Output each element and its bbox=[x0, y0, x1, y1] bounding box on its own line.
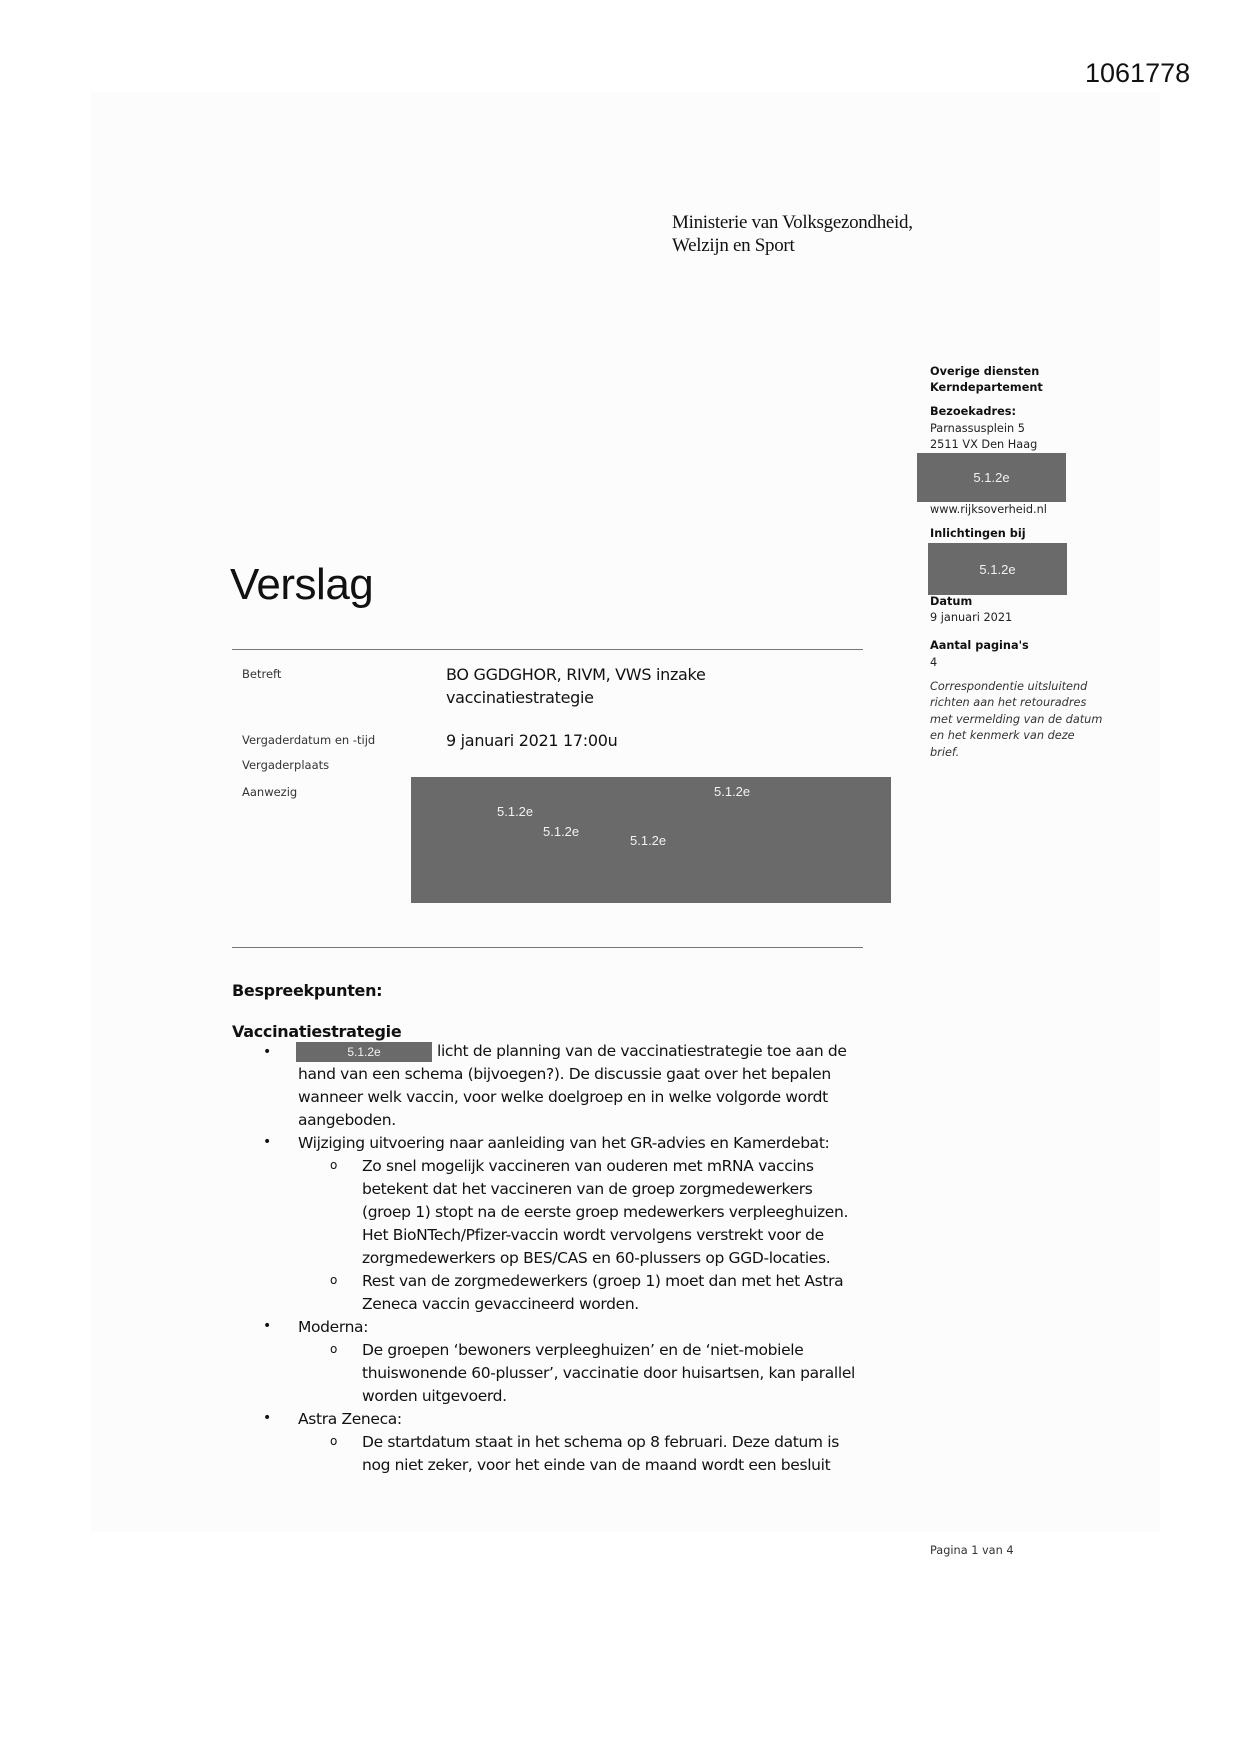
list-item-text: hand van een schema (bijvoegen?). De discussie gaat over het bepalen bbox=[298, 1065, 831, 1083]
section-heading: Bespreekpunten: bbox=[232, 981, 383, 1000]
divider bbox=[232, 947, 863, 948]
sub-bullet-icon: o bbox=[330, 1434, 338, 1448]
sub-bullet-icon: o bbox=[330, 1158, 338, 1172]
sub-item-text: (groep 1) stopt na de eerste groep medewerkers verpleeghuizen. bbox=[362, 1203, 849, 1221]
correspondence-notice: Correspondentie uitsluitend bbox=[930, 680, 1088, 693]
city-address: 2511 VX Den Haag bbox=[930, 438, 1038, 451]
sub-item-text: De startdatum staat in het schema op 8 februari. Deze datum is bbox=[362, 1433, 839, 1451]
info-label: Inlichtingen bij bbox=[930, 527, 1026, 540]
correspondence-notice: met vermelding van de datum bbox=[930, 713, 1103, 726]
sub-item-text: De groepen ‘bewoners verpleeghuizen’ en de ‘niet-mobiele bbox=[362, 1341, 804, 1359]
subheading: Vaccinatiestrategie bbox=[232, 1022, 402, 1041]
sub-bullet-icon: o bbox=[330, 1273, 338, 1287]
page-count-label: Aantal pagina's bbox=[930, 639, 1029, 652]
redaction-label: 5.1.2e bbox=[630, 833, 667, 848]
correspondence-notice: richten aan het retouradres bbox=[930, 696, 1087, 709]
redaction-label: 5.1.2e bbox=[714, 784, 751, 799]
page-count-value: 4 bbox=[930, 656, 938, 669]
bullet-icon: • bbox=[263, 1134, 272, 1150]
location-label: Vergaderplaats bbox=[242, 758, 330, 772]
list-item-text: Moderna: bbox=[298, 1318, 369, 1336]
department-line2: Kerndepartement bbox=[930, 381, 1043, 394]
sub-item-text: Rest van de zorgmedewerkers (groep 1) moet dan met het Astra bbox=[362, 1272, 844, 1290]
bullet-icon: • bbox=[263, 1044, 272, 1060]
sub-item-text: Het BioNTech/Pfizer-vaccin wordt vervolgens verstrekt voor de bbox=[362, 1226, 824, 1244]
redaction-block: 5.1.2e bbox=[928, 543, 1067, 595]
website-link[interactable]: www.rijksoverheid.nl bbox=[930, 503, 1047, 516]
visit-address-label: Bezoekadres: bbox=[930, 405, 1016, 418]
list-item-text: Astra Zeneca: bbox=[298, 1410, 402, 1428]
department-line1: Overige diensten bbox=[930, 365, 1040, 378]
document-number: 1061778 bbox=[1085, 58, 1191, 88]
sub-item-text: betekent dat het vaccineren van de groep zorgmedewerkers bbox=[362, 1180, 813, 1198]
correspondence-notice: brief. bbox=[930, 746, 960, 759]
sub-item-text: Zo snel mogelijk vaccineren van ouderen met mRNA vaccins bbox=[362, 1157, 814, 1175]
sub-item-text: Zeneca vaccin gevaccineerd worden. bbox=[362, 1295, 639, 1313]
ministry-name-line1: Ministerie van Volksgezondheid, bbox=[672, 212, 913, 233]
correspondence-notice: en het kenmerk van deze bbox=[930, 729, 1075, 742]
subject-label: Betreft bbox=[242, 667, 282, 681]
redaction-label: 5.1.2e bbox=[497, 804, 534, 819]
datetime-label: Vergaderdatum en -tijd bbox=[242, 733, 376, 747]
date-label: Datum bbox=[930, 595, 973, 608]
bullet-icon: • bbox=[263, 1410, 272, 1426]
subject-value: vaccinatiestrategie bbox=[446, 688, 594, 707]
attendees-redaction bbox=[411, 777, 891, 903]
sub-item-text: nog niet zeker, voor het einde van de maand wordt een besluit bbox=[362, 1456, 831, 1474]
date-value: 9 januari 2021 bbox=[930, 611, 1013, 624]
datetime-value: 9 januari 2021 17:00u bbox=[446, 731, 618, 750]
sub-item-text: worden uitgevoerd. bbox=[362, 1387, 507, 1405]
street-address: Parnassusplein 5 bbox=[930, 422, 1025, 435]
ministry-name-line2: Welzijn en Sport bbox=[672, 235, 795, 256]
list-item-text: wanneer welk vaccin, voor welke doelgroep en in welke volgorde wordt bbox=[298, 1088, 828, 1106]
sub-item-text: thuiswonende 60-plusser’, vaccinatie door huisartsen, kan parallel bbox=[362, 1364, 855, 1382]
page-title: Verslag bbox=[230, 560, 374, 609]
list-item-text: Wijziging uitvoering naar aanleiding van het GR-advies en Kamerdebat: bbox=[298, 1134, 830, 1152]
bullet-icon: • bbox=[263, 1318, 272, 1334]
list-item-text: aangeboden. bbox=[298, 1111, 396, 1129]
redaction-block: 5.1.2e bbox=[917, 453, 1066, 502]
sub-bullet-icon: o bbox=[330, 1342, 338, 1356]
subject-value: BO GGDGHOR, RIVM, VWS inzake bbox=[446, 665, 706, 684]
page-indicator: Pagina 1 van 4 bbox=[930, 1544, 1014, 1557]
list-item-text: licht de planning van de vaccinatiestrategie toe aan de bbox=[437, 1042, 847, 1060]
divider bbox=[232, 649, 863, 650]
attendees-label: Aanwezig bbox=[242, 785, 298, 799]
redaction-block: 5.1.2e bbox=[296, 1042, 432, 1062]
redaction-label: 5.1.2e bbox=[543, 824, 580, 839]
sub-item-text: zorgmedewerkers op BES/CAS en 60-plussers op GGD-locaties. bbox=[362, 1249, 831, 1267]
